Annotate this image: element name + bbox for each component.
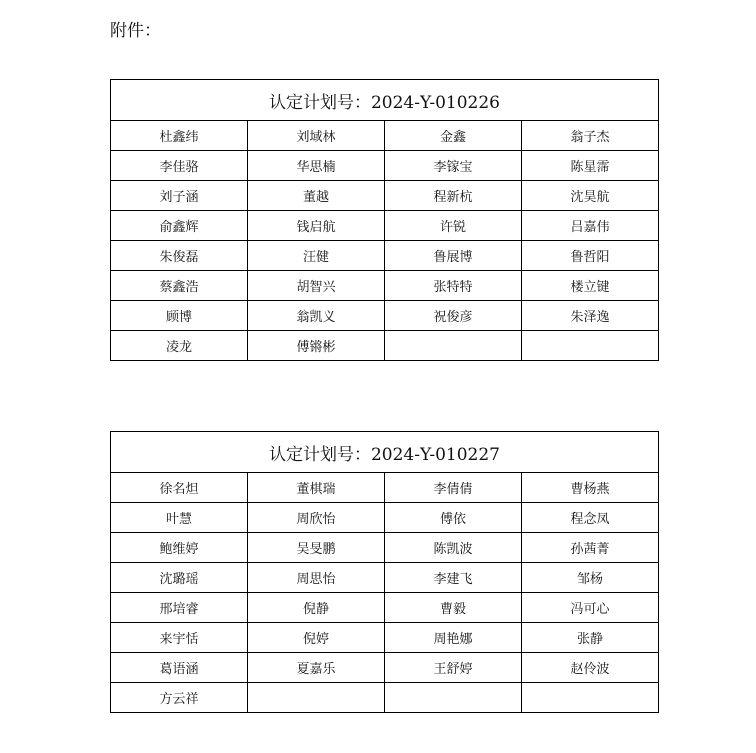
- table-row: [111, 301, 659, 331]
- name-cell: 刘子涵: [111, 181, 248, 211]
- name-cell: 程念凤: [522, 503, 659, 533]
- name-cell: 李建飞: [385, 563, 522, 593]
- name-cell: 夏嘉乐: [248, 653, 385, 683]
- name-cell: 华思楠: [248, 151, 385, 181]
- name-cell: 张静: [522, 623, 659, 653]
- name-cell: [248, 683, 385, 713]
- table-row: [111, 211, 659, 241]
- table-row: [111, 533, 659, 563]
- name-cell: 许锐: [385, 211, 522, 241]
- name-cell: 朱俊磊: [111, 241, 248, 271]
- name-cell: 董越: [248, 181, 385, 211]
- name-cell: 翁凯义: [248, 301, 385, 331]
- name-cell: 朱泽逸: [522, 301, 659, 331]
- name-cell: 周艳娜: [385, 623, 522, 653]
- name-cell: 李镓宝: [385, 151, 522, 181]
- name-cell: 葛语涵: [111, 653, 248, 683]
- name-cell: 傅锵彬: [248, 331, 385, 361]
- name-cell: 楼立键: [522, 271, 659, 301]
- name-cell: 蔡鑫浩: [111, 271, 248, 301]
- name-cell: 董棋瑞: [248, 473, 385, 503]
- name-cell: 鲍维婷: [111, 533, 248, 563]
- name-cell: 倪婷: [248, 623, 385, 653]
- name-cell: 邢培睿: [111, 593, 248, 623]
- name-cell: [385, 331, 522, 361]
- name-cell: 吴旻鹏: [248, 533, 385, 563]
- table-row: [111, 683, 659, 713]
- name-cell: 来宇恬: [111, 623, 248, 653]
- name-cell: 陈星霈: [522, 151, 659, 181]
- name-cell: 胡智兴: [248, 271, 385, 301]
- name-cell: 李佳骆: [111, 151, 248, 181]
- name-cell: 鲁哲阳: [522, 241, 659, 271]
- name-cell: 周思怡: [248, 563, 385, 593]
- name-cell: 李倩倩: [385, 473, 522, 503]
- name-cell: 陈凯波: [385, 533, 522, 563]
- name-cell: 钱启航: [248, 211, 385, 241]
- name-cell: [522, 683, 659, 713]
- name-cell: 刘域林: [248, 121, 385, 151]
- name-cell: 杜鑫纬: [111, 121, 248, 151]
- name-cell: 冯可心: [522, 593, 659, 623]
- name-cell: 傅依: [385, 503, 522, 533]
- certification-plan-table: [110, 79, 659, 361]
- name-cell: 王舒婷: [385, 653, 522, 683]
- certification-plan-table: [110, 431, 659, 713]
- table-row: [111, 503, 659, 533]
- table-row: [111, 473, 659, 503]
- name-cell: 凌龙: [111, 331, 248, 361]
- name-cell: 孙茜菁: [522, 533, 659, 563]
- name-cell: 祝俊彦: [385, 301, 522, 331]
- name-cell: 叶慧: [111, 503, 248, 533]
- table-row: [111, 181, 659, 211]
- name-cell: 吕嘉伟: [522, 211, 659, 241]
- table-row: [111, 121, 659, 151]
- table-row: [111, 593, 659, 623]
- table-row: [111, 241, 659, 271]
- table-row: [111, 271, 659, 301]
- name-cell: 曹毅: [385, 593, 522, 623]
- name-cell: 张特特: [385, 271, 522, 301]
- name-cell: 沈璐瑶: [111, 563, 248, 593]
- table-row: [111, 653, 659, 683]
- table-row: [111, 151, 659, 181]
- name-cell: [385, 683, 522, 713]
- name-cell: 翁子杰: [522, 121, 659, 151]
- table-row: [111, 331, 659, 361]
- plan-number-title: 认定计划号：2024-Y-010226: [111, 80, 659, 121]
- attachment-label: 附件：: [110, 21, 161, 41]
- name-cell: 俞鑫辉: [111, 211, 248, 241]
- name-cell: [522, 331, 659, 361]
- name-cell: 赵伶波: [522, 653, 659, 683]
- name-cell: 金鑫: [385, 121, 522, 151]
- name-cell: 汪健: [248, 241, 385, 271]
- table-header-row: [111, 80, 659, 121]
- name-cell: 鲁展博: [385, 241, 522, 271]
- name-cell: 顾博: [111, 301, 248, 331]
- table-row: [111, 623, 659, 653]
- name-cell: 程新杭: [385, 181, 522, 211]
- plan-number-title: 认定计划号：2024-Y-010227: [111, 432, 659, 473]
- name-cell: 徐名炟: [111, 473, 248, 503]
- table-header-row: [111, 432, 659, 473]
- name-cell: 邹杨: [522, 563, 659, 593]
- name-cell: 曹杨燕: [522, 473, 659, 503]
- name-cell: 周欣怡: [248, 503, 385, 533]
- name-cell: 倪静: [248, 593, 385, 623]
- table-row: [111, 563, 659, 593]
- name-cell: 沈昊航: [522, 181, 659, 211]
- name-cell: 方云祥: [111, 683, 248, 713]
